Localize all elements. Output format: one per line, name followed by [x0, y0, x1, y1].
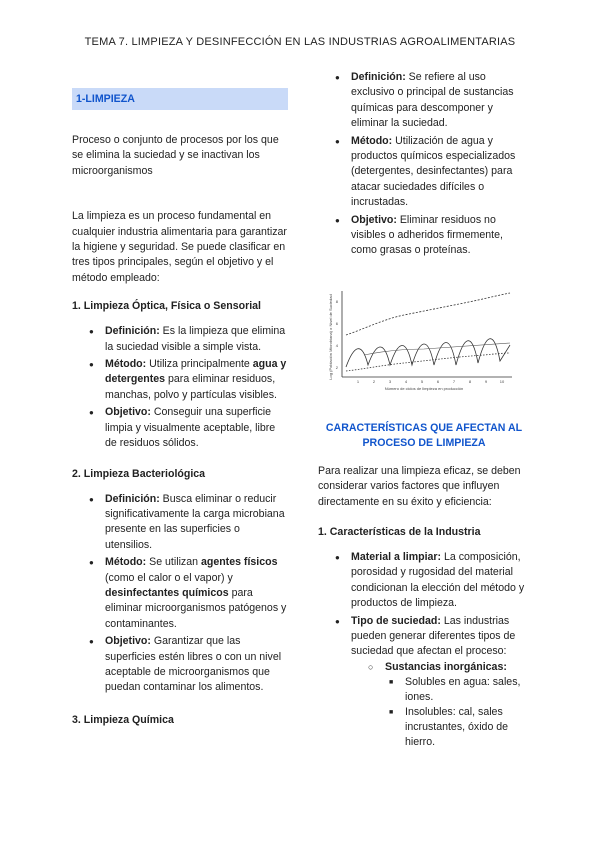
list-item: ■ Solubles en agua: sales, iones.: [385, 675, 530, 705]
x-tick-label: 5: [420, 378, 424, 384]
text: Las industrias pueden generar diferentes tipos de suciedad que afectan el proceso:: [351, 614, 516, 658]
list-item: [318, 70, 530, 132]
subsection-title-optica: 1. Limpieza Óptica, Física o Sensorial: [72, 300, 261, 313]
cleaning-cycle-graph: [324, 285, 524, 395]
page-header: TEMA 7. LIMPIEZA Y DESINFECCIÓN EN LAS INDUSTRIAS AGROALIMENTARIAS: [84, 36, 516, 48]
list-item: [72, 357, 288, 403]
text: Conseguir una superficie limpia y visualmente aceptable, libre de residuos sólidos.: [105, 406, 276, 450]
x-tick-label: 2: [372, 378, 376, 384]
sq-list: [385, 675, 530, 750]
list-optica: [72, 324, 288, 451]
label: Método:: [105, 358, 147, 371]
list-item: [72, 405, 288, 451]
section-title-limpieza: 1-LIMPIEZA: [72, 88, 288, 110]
text: para eliminar microorganismos patógenos y contaminantes.: [105, 586, 287, 630]
label: Método:: [351, 134, 393, 147]
x-tick-label: 9: [484, 378, 488, 384]
label: Definición:: [105, 325, 160, 338]
graph-curve-bottom: [346, 353, 510, 371]
label: Método:: [105, 556, 147, 569]
x-tick-label: 1: [356, 378, 360, 384]
label: Objetivo:: [105, 406, 151, 419]
subsection-title-bacteriologica: 2. Limpieza Bacteriológica: [72, 467, 206, 480]
text: Se utilizan: [146, 556, 201, 569]
text: para eliminar residuos, manchas, polvo y partículas visibles.: [105, 373, 277, 401]
x-tick-label: 8: [468, 378, 472, 384]
sub-list: [351, 660, 530, 750]
label: Objetivo:: [105, 635, 151, 648]
graph-svg: [324, 285, 524, 395]
text: agua y detergentes: [105, 358, 287, 386]
list-item: [318, 213, 530, 259]
list-bacteriologica: [72, 492, 288, 696]
y-tick-label: 4: [335, 342, 338, 348]
x-tick-label: 6: [436, 378, 440, 384]
list-industria: [318, 550, 530, 750]
label: Definición:: [351, 71, 406, 83]
text: agentes físicos: [200, 556, 278, 569]
text: Eliminar residuos no visibles o adheridos firmemente, como grasas o proteínas.: [351, 213, 503, 257]
x-axis-label: Número de ciclos de limpieza en producción: [384, 385, 464, 391]
text: desinfectantes químicos: [105, 586, 229, 599]
list-item: [318, 614, 530, 750]
label: Definición:: [105, 492, 160, 505]
y-axis-label: Log (Población Microbiana) o Nivel de Suciedad: [328, 294, 333, 380]
text: Busca eliminar o reducir significativamente la carga microbiana presente en las superficies o utensilios.: [105, 492, 285, 551]
graph-curve-top: [346, 293, 510, 335]
list-item: [318, 134, 530, 211]
list-item: [72, 555, 288, 632]
section-title-caracteristicas: CARACTERÍSTICAS QUE AFECTAN AL PROCESO DE LIMPIEZA: [325, 421, 523, 450]
y-tick-label: 8: [335, 298, 338, 304]
label: Material a limpiar:: [351, 550, 442, 563]
x-tick-label: 4: [404, 378, 408, 384]
list-item: [351, 660, 530, 750]
text: La composición, porosidad y rugosidad del material condicionan la elección del método y productos de limpieza.: [351, 550, 525, 610]
intro-paragraph-1: Proceso o conjunto de procesos por los que se elimina la suciedad y se inactivan los microorganismos: [72, 134, 279, 177]
list-item: [72, 324, 288, 355]
list-item: ■ Insolubles: cal, sales incrustantes, óxido de hierro.: [385, 705, 530, 750]
label: Tipo de suciedad:: [351, 614, 441, 627]
text: (como el calor o el vapor) y: [105, 571, 233, 584]
list-quimica: [318, 70, 530, 259]
list-item: [72, 492, 288, 554]
text: Utiliza principalmente: [146, 358, 253, 371]
x-tick-label: 7: [452, 378, 456, 384]
x-tick-label: 10: [499, 378, 505, 384]
right-column: [318, 70, 530, 752]
y-tick-label: 6: [335, 320, 338, 326]
subsection-title-quimica: 3. Limpieza Química: [72, 713, 174, 726]
label: Objetivo:: [351, 213, 397, 226]
list-item: [72, 634, 288, 696]
text: Es la limpieza que elimina la suciedad visible a simple vista.: [105, 325, 286, 353]
text: Se refiere al uso exclusivo o principal de sustancias químicas para descomponer y eliminar la suciedad.: [351, 71, 514, 130]
intro-paragraph-2: La limpieza es un proceso fundamental en cualquier industria alimentaria para garantizar la higiene y seguridad. Se puede clasificar en tres tipos principales, según el objetivo y el método empleado:: [72, 210, 287, 284]
label: Sustancias inorgánicas:: [385, 660, 507, 673]
caracteristicas-intro: Para realizar una limpieza eficaz, se deben considerar varios factores que influyen directamente en su éxito y eficiencia:: [318, 464, 521, 508]
y-tick-label: 2: [335, 364, 338, 370]
x-tick-label: 3: [388, 378, 392, 384]
text: Garantizar que las superficies estén libres o con un nivel aceptable de microorganismos que puedan contaminar los alimentos.: [105, 635, 282, 694]
text: Utilización de agua y productos químicos especializados (detergentes, desinfectantes) para atacar suciedades difíciles o incrustadas.: [351, 134, 516, 209]
graph-curve-cycles: [346, 339, 510, 367]
graph-curve-mid: [364, 343, 510, 355]
subsection-title-industria: 1. Características de la Industria: [318, 525, 481, 538]
list-item: [318, 550, 530, 612]
left-column: [72, 88, 288, 726]
